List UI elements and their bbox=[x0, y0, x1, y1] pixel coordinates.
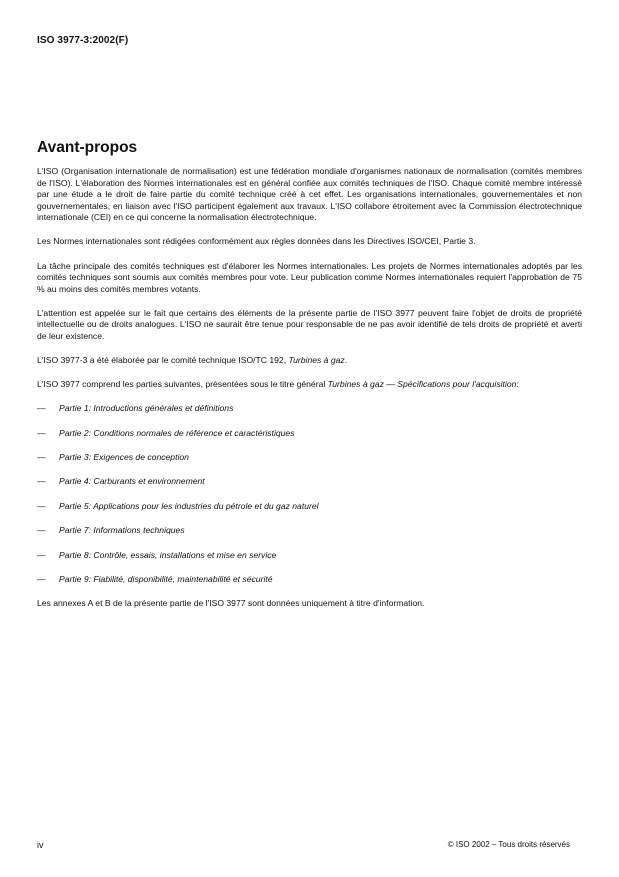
parts-intro-text: L'ISO 3977 comprend les parties suivantes, présentées sous le titre général bbox=[37, 379, 328, 390]
committee-suffix: . bbox=[344, 355, 348, 366]
paragraph-annexes: Les annexes A et B de la présente partie de l'ISO 3977 sont données uniquement à titre d'information. bbox=[37, 598, 425, 609]
paragraph-patent-rights: L'attention est appelée sur le fait que certains des éléments de la présente partie de l'ISO 3977 peuvent faire l'objet de droits de propriété intellectuelle ou de droits analogues. L'ISO ne saurait être tenue pour responsable de ne pas avoir identifié de tels droits de propriété et averti de leur existence. bbox=[37, 307, 582, 342]
dash-bullet: — bbox=[37, 525, 46, 536]
paragraph-iso-organisation: L'ISO (Organisation internationale de normalisation) est une fédération mondiale d'organismes nationaux de normalisation (comités membres de l'ISO). L'élaboration des Normes internationales est en général confiée aux comités techniques de l'ISO. Chaque comité membre intéressé par une étude a le droit de faire partie du comité technique créé à cet effet. Les organisations internationales, gouvernementales et non gouvernementales, en liaison avec l'ISO participent également aux travaux. L'ISO collabore étroitement avec la Commission électrotechnique internationale (CEI) en ce qui concerne la normalisation électrotechnique. bbox=[37, 166, 582, 223]
part-label: Partie 2: Conditions normales de référence et caractéristiques bbox=[59, 427, 295, 438]
part-label: Partie 3: Exigences de conception bbox=[59, 452, 189, 463]
general-title-italic: Turbines à gaz — Spécifications pour l'acquisition bbox=[327, 379, 517, 390]
dash-bullet: — bbox=[37, 500, 46, 511]
dash-bullet: — bbox=[37, 549, 46, 560]
list-item bbox=[37, 428, 582, 440]
section-title: Avant-propos bbox=[37, 139, 138, 156]
paragraph-directives: Les Normes internationales sont rédigées conformément aux règles données dans les Directives ISO/CEI, Partie 3. bbox=[37, 236, 476, 247]
list-item bbox=[37, 574, 582, 586]
dash-bullet: — bbox=[37, 403, 46, 414]
foreword-section bbox=[37, 138, 582, 623]
list-item bbox=[37, 452, 582, 464]
paragraph-main-task: La tâche principale des comités techniques est d'élaborer les Normes internationales. Les projets de Normes internationales adoptés par les comités techniques sont soumis aux comités membres pour vote. Leur publication comme Normes internationales requiert l'approbation de 75 % au moins des comités membres votants. bbox=[37, 260, 582, 294]
list-item bbox=[37, 403, 582, 415]
list-item bbox=[37, 550, 582, 562]
paragraph-committee bbox=[37, 355, 582, 367]
dash-bullet: — bbox=[37, 574, 46, 585]
parts-list bbox=[37, 403, 582, 585]
part-label: Partie 1: Introductions générales et définitions bbox=[59, 403, 234, 414]
committee-text: L'ISO 3977-3 a été élaborée par le comité technique ISO/TC 192, bbox=[37, 355, 289, 366]
page-number: iv bbox=[37, 840, 44, 850]
list-item bbox=[37, 525, 582, 537]
page-footer bbox=[37, 840, 570, 850]
part-label: Partie 7: Informations techniques bbox=[59, 525, 185, 536]
committee-title-italic: Turbines à gaz bbox=[288, 355, 345, 366]
paragraph-parts-intro bbox=[37, 379, 582, 391]
document-id-header: ISO 3977-3:2002(F) bbox=[37, 35, 129, 46]
dash-bullet: — bbox=[37, 476, 46, 487]
copyright-notice: © ISO 2002 – Tous droits réservés bbox=[447, 840, 570, 849]
dash-bullet: — bbox=[37, 427, 46, 438]
part-label: Partie 5: Applications pour les industries du pétrole et du gaz naturel bbox=[59, 500, 319, 511]
dash-bullet: — bbox=[37, 452, 46, 463]
parts-intro-suffix: : bbox=[516, 379, 519, 390]
part-label: Partie 8: Contrôle, essais, installations et mise en service bbox=[59, 549, 277, 560]
part-label: Partie 4: Carburants et environnement bbox=[59, 476, 205, 487]
part-label: Partie 9: Fiabilité, disponibilité, maintenabilité et sécurité bbox=[59, 574, 273, 585]
list-item bbox=[37, 501, 582, 513]
list-item bbox=[37, 476, 582, 488]
